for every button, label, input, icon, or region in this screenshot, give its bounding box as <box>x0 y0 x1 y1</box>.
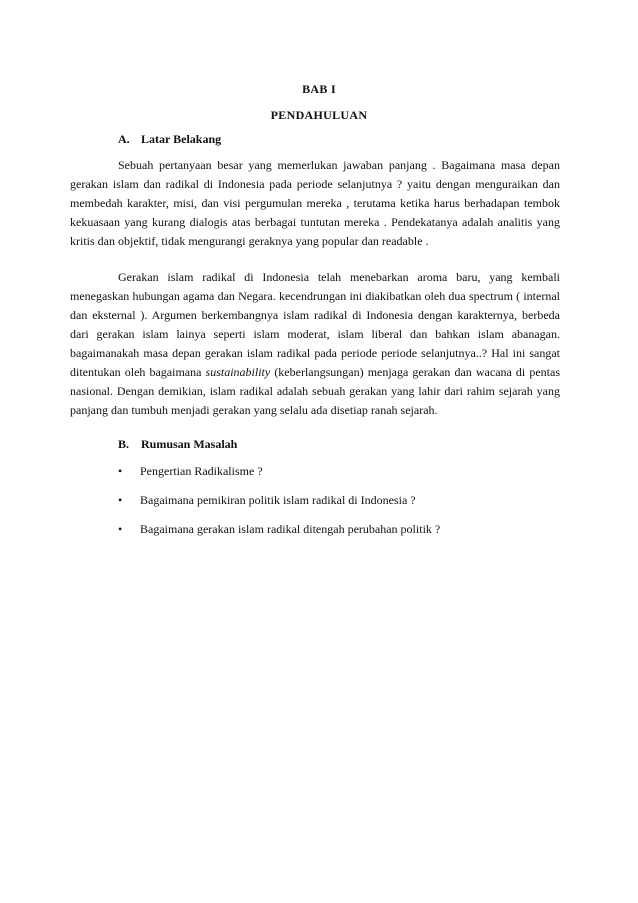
list-item-text: Pengertian Radikalisme ? <box>140 464 263 478</box>
section-b-heading <box>118 437 237 452</box>
list-item <box>118 522 558 551</box>
list-item <box>118 493 558 522</box>
paragraph-2 <box>70 268 560 420</box>
paragraph-2-text-end: (keberlangsungan) menjaga gerakan dan wacana di pentas nasional. Dengan demikian, islam radikal adalah sebuah gerakan yang lahir dari rahim sejarah yang panjang dan tumbuh menjadi gerakan yang selalu ada disetiap ranah sejarah. <box>70 365 561 417</box>
bullet-icon: • <box>118 464 123 478</box>
list-item-text: Bagaimana pemikiran politik islam radikal di Indonesia ? <box>140 493 416 507</box>
section-a-heading <box>118 132 221 147</box>
section-a-title: Latar Belakang <box>141 132 222 146</box>
problem-list <box>118 464 558 551</box>
section-b-title: Rumusan Masalah <box>141 437 238 451</box>
list-item <box>118 464 558 493</box>
chapter-label: BAB I <box>302 82 336 96</box>
paragraph-2-italic-term: sustainability <box>205 365 271 379</box>
chapter-title: PENDAHULUAN <box>270 108 368 122</box>
paragraph-2-text-start: Gerakan islam radikal di Indonesia telah menebarkan aroma baru, yang kembali menegaskan hubungan agama dan Negara. kecendrungan ini diakibatkan oleh dua spectrum ( internal dan eksternal ). Argumen berkembangnya islam radikal di Indonesia dengan karakternya, berbeda dari gerakan islam lainya seperti islam moderat, islam liberal dan bahkan islam abanagan. bagaimanakah masa depan gerakan islam radikal pada periode periode selanjutnya..? Hal ini sangat ditentukan oleh bagaimana <box>70 270 560 379</box>
section-a-number: A. <box>118 132 130 146</box>
bullet-icon: • <box>118 522 123 536</box>
list-item-text: Bagaimana gerakan islam radikal ditengah perubahan politik ? <box>140 522 441 536</box>
bullet-icon: • <box>118 493 123 507</box>
paragraph-1: Sebuah pertanyaan besar yang memerlukan jawaban panjang . Bagaimana masa depan gerakan islam dan radikal di Indonesia pada periode selanjutnya ? yaitu dengan menguraikan dan membedah karakter, misi, dan visi pergumulan mereka , terutama ketika harus berhadapan tembok kekuasaan yang kurang dialogis atas berbagai tuntutan mereka . Pendekatanya adalah analitis yang kritis dan objektif, tidak mengurangi geraknya yang popular dan readable . <box>70 158 560 248</box>
section-b-number: B. <box>118 437 130 451</box>
